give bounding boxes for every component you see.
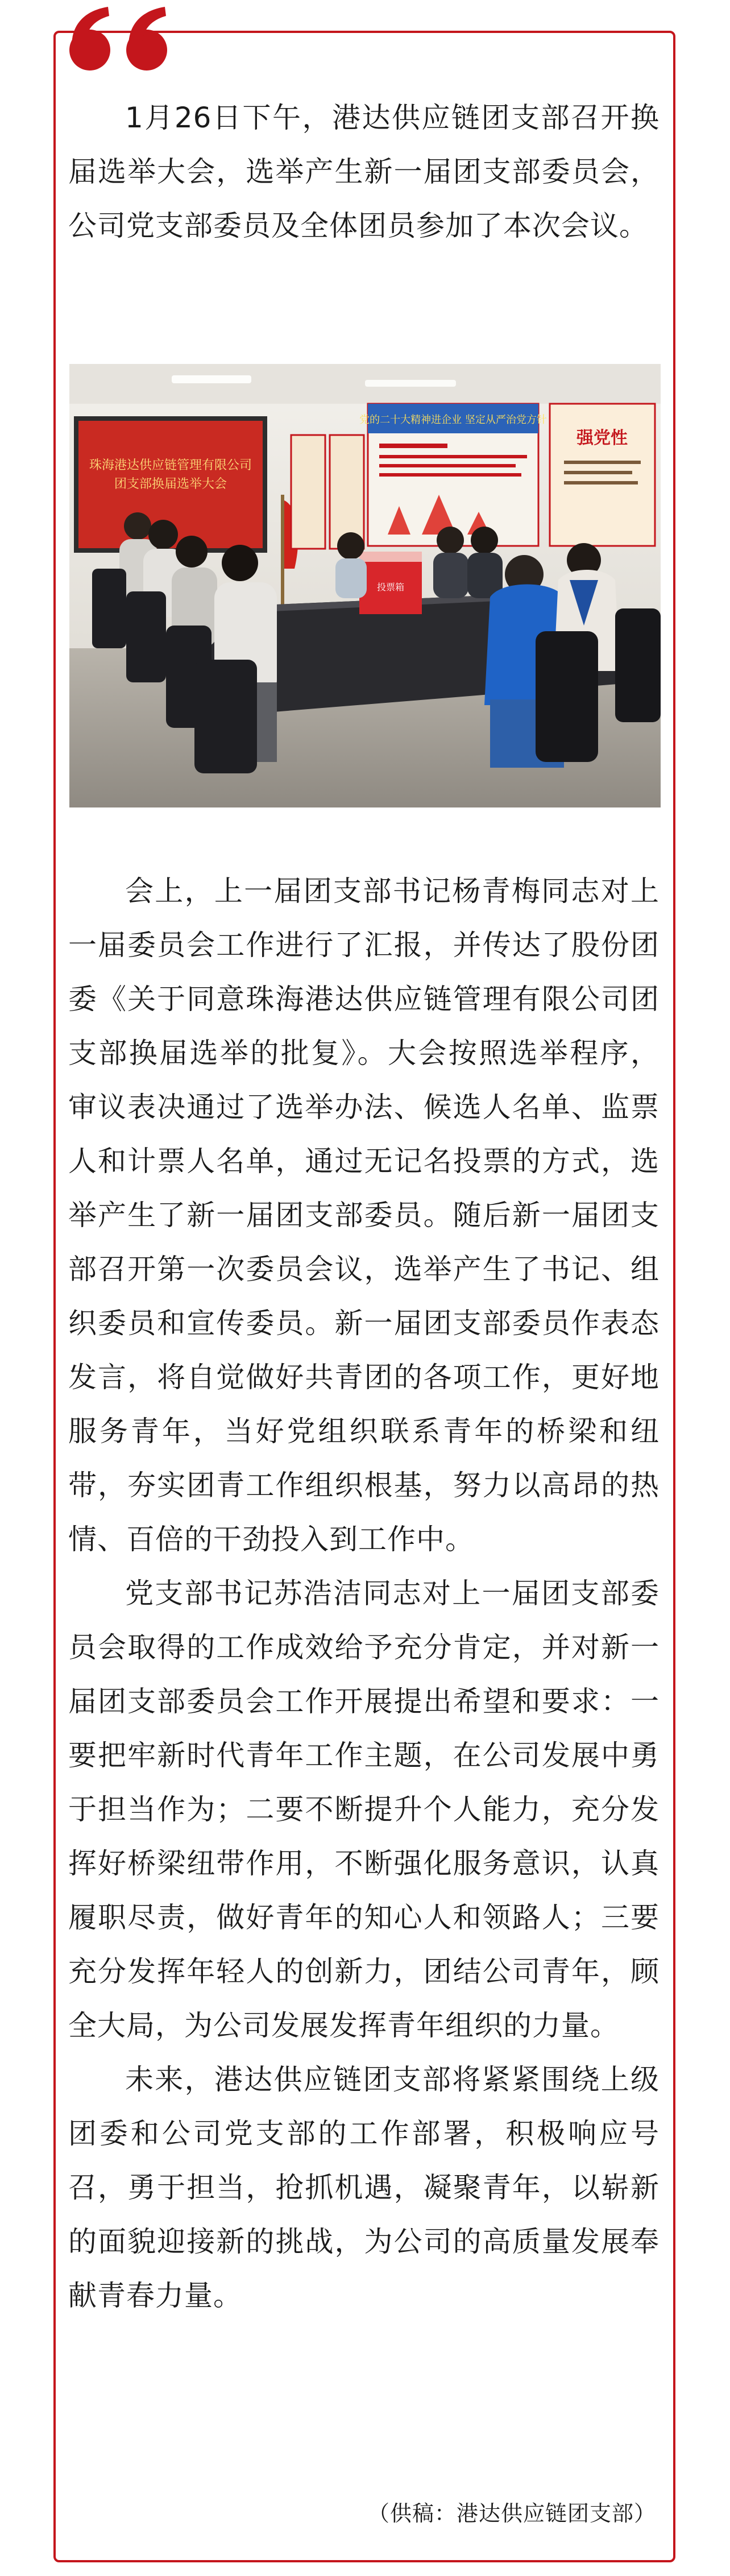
ballot-box-label: 投票箱 [376, 582, 405, 593]
main-paragraph-2: 党支部书记苏浩洁同志对上一届团支部委员会取得的工作成效给予充分肯定，并对新一届团支部委员会工作开展提出希望和要求：一要把牢新时代青年工作主题，在公司发展中勇于担当作为；二要不断提升个人能力，充分发挥好桥梁纽带作用，不断强化服务意识，认真履职尽责，做好青年的知心人和领路人；三要充分发挥年轻人的创新力，团结公司青年，顾全大局，为公司发展发挥青年组织的力量。 [68, 1577, 660, 2042]
quote-icon [64, 6, 175, 74]
main-paragraph-3: 未来，港达供应链团支部将紧紧围绕上级团委和公司党支部的工作部署，积极响应号召，勇于担当，抢抓机遇，凝聚青年，以崭新的面貌迎接新的挑战，为公司的高质量发展奉献青春力量。 [68, 2063, 660, 2312]
credit-line: （供稿：港达供应链团支部） [367, 2501, 656, 2526]
poster-banner: 党的二十大精神进企业 坚定从严治党方针 [359, 414, 547, 426]
screen-subtitle: 团支部换届选举大会 [114, 477, 227, 491]
meeting-photo-illustration [69, 364, 661, 807]
meeting-photo [69, 364, 661, 807]
poster-right-title: 强党性 [576, 428, 628, 448]
intro-section [68, 91, 660, 253]
main-section [68, 864, 660, 2323]
main-paragraph-1: 会上，上一届团支部书记杨青梅同志对上一届委员会工作进行了汇报，并传达了股份团委《关于同意珠海港达供应链管理有限公司团支部换届选举的批复》。大会按照选举程序，审议表决通过了选举办法、候选人名单、监票人和计票人名单，通过无记名投票的方式，选举产生了新一届团支部委员。随后新一届团支部召开第一次委员会议，选举产生了书记、组织委员和宣传委员。新一届团支部委员作表态发言，将自觉做好共青团的各项工作，更好地服务青年，当好党组织联系青年的桥梁和纽带，夯实团青工作组织根基，努力以高昂的热情、百倍的干劲投入到工作中。 [68, 875, 660, 1556]
intro-paragraph: 1月26日下午，港达供应链团支部召开换届选举大会，选举产生新一届团支部委员会，公司党支部委员及全体团员参加了本次会议。 [68, 101, 660, 242]
screen-title: 珠海港达供应链管理有限公司 [89, 458, 252, 473]
